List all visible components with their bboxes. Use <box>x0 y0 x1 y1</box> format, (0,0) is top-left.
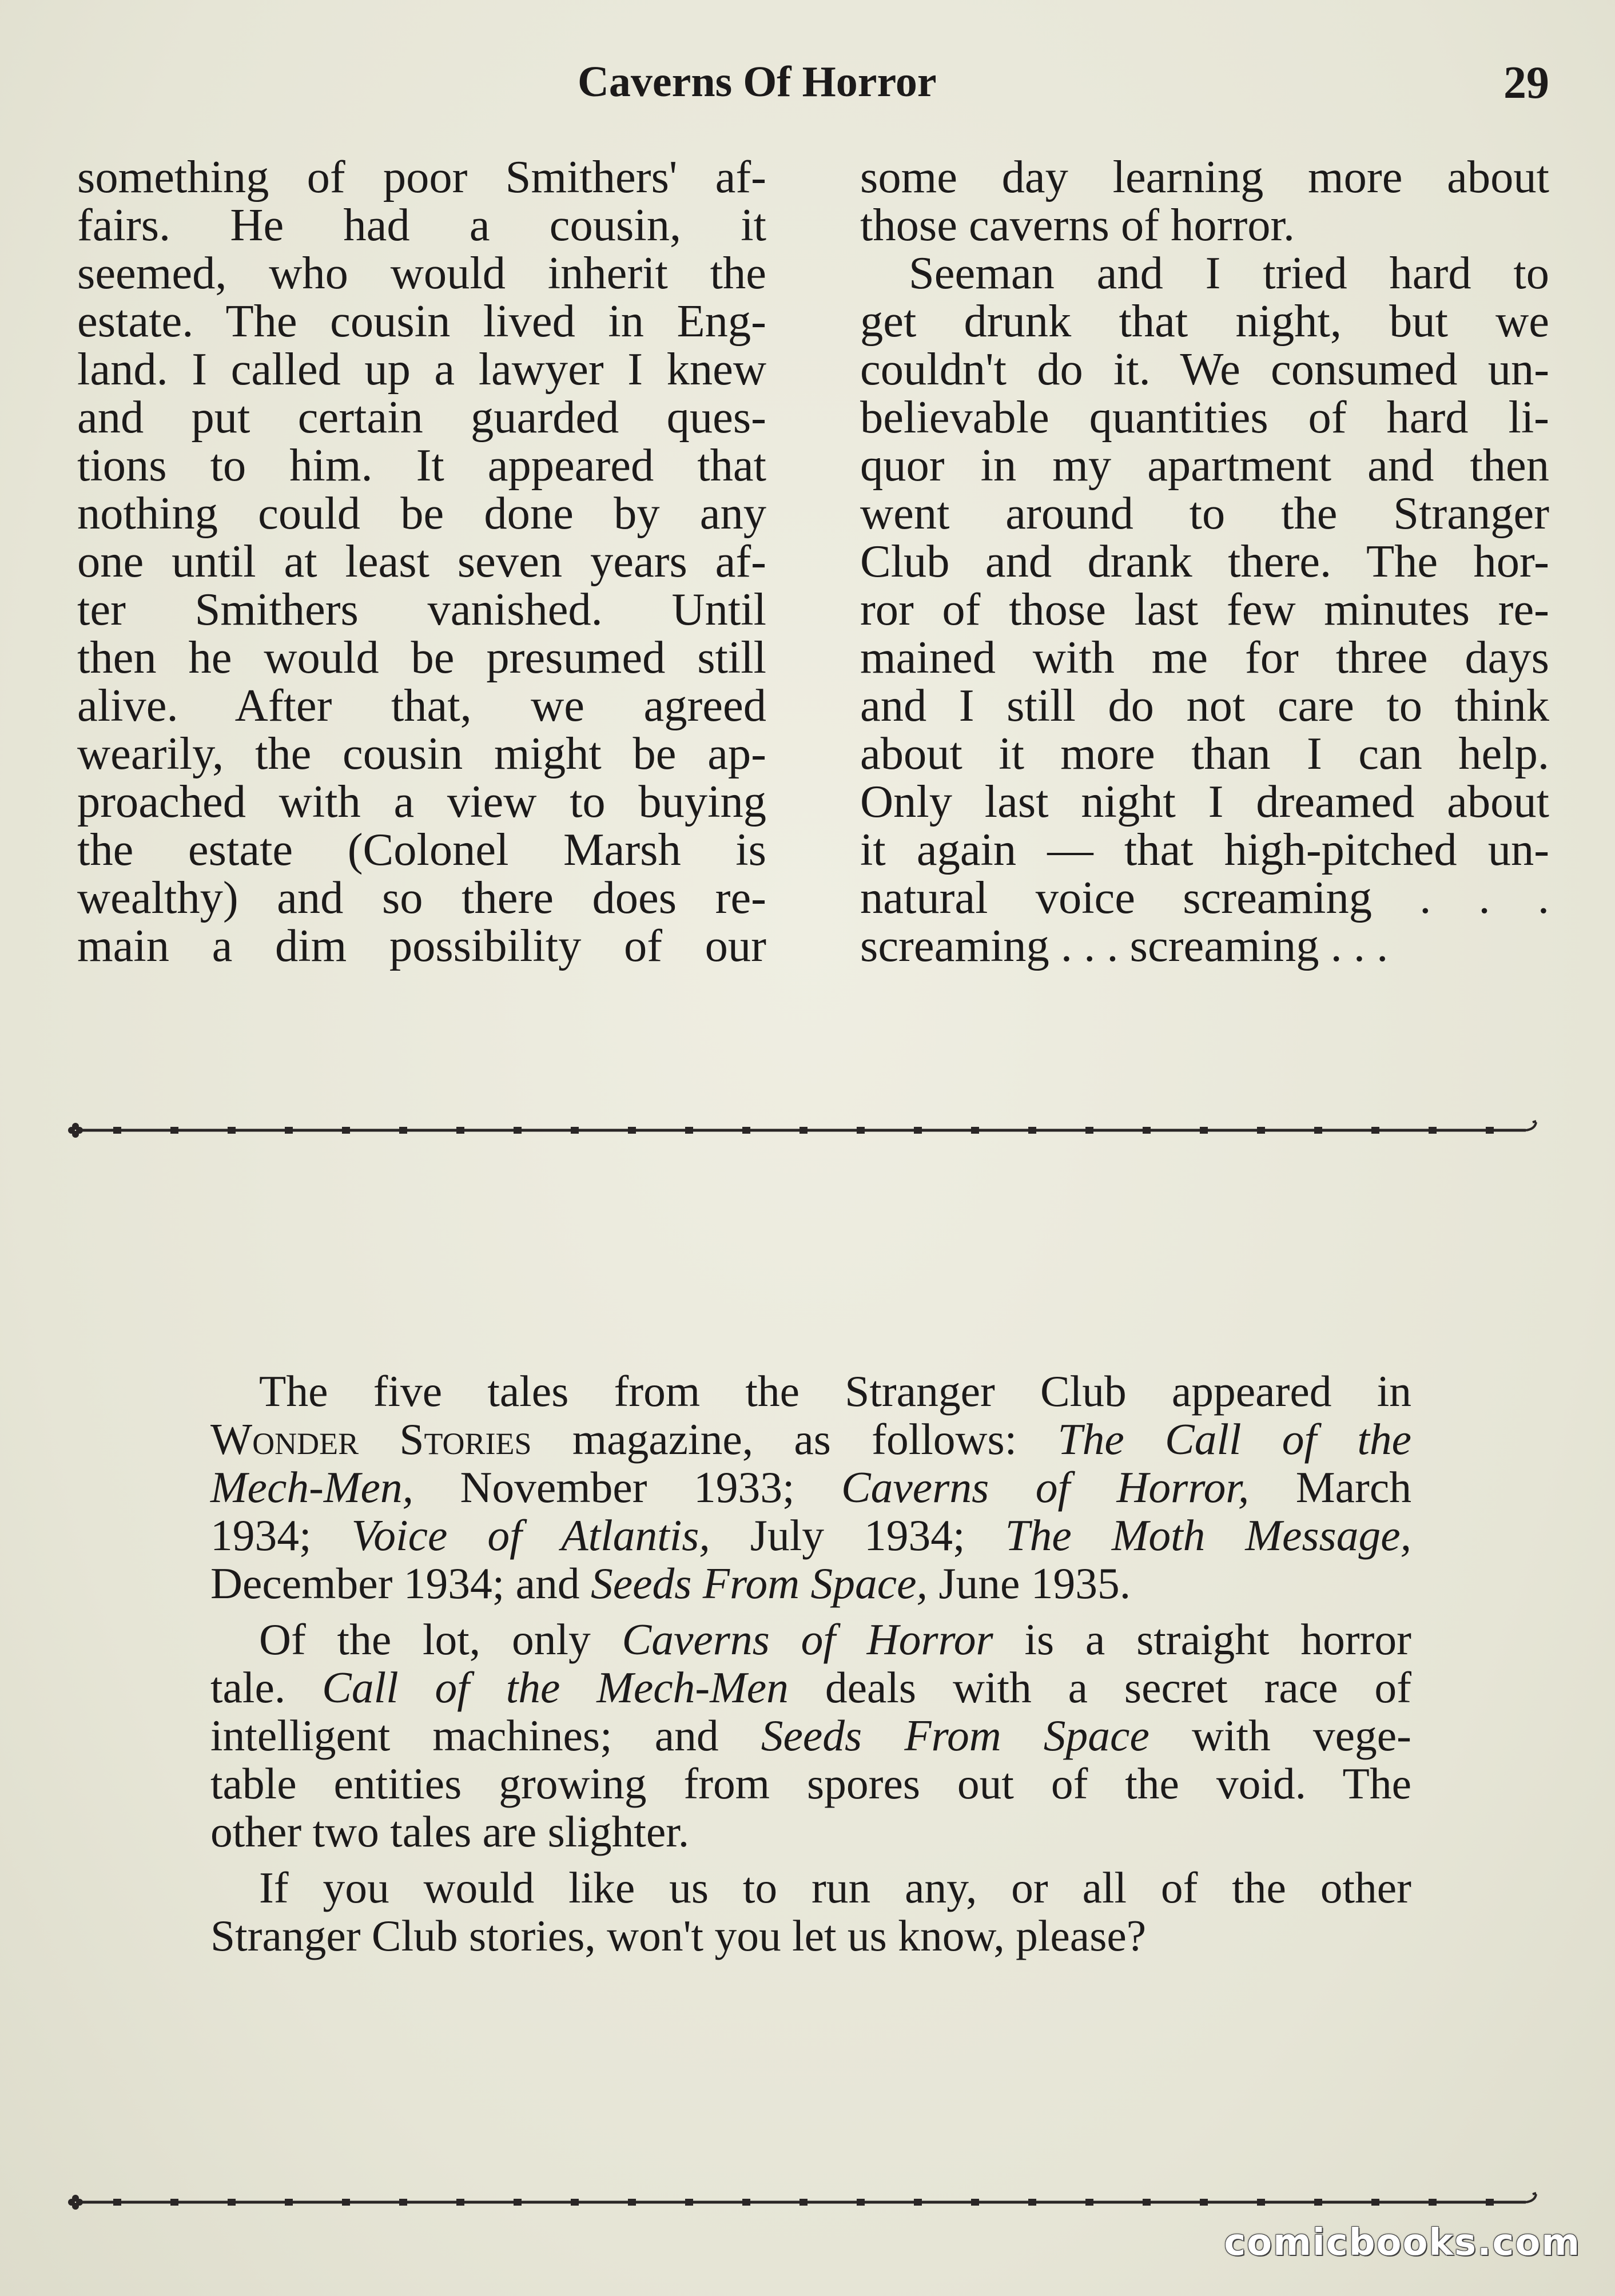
story-line: main a dim possibility of our <box>77 920 766 971</box>
afterword-text: June 1935. <box>927 1559 1131 1608</box>
story-line: tions to him. It appeared that <box>77 440 766 491</box>
story-line: proached with a view to buying <box>77 776 766 827</box>
afterword-text: tale. <box>210 1663 323 1712</box>
afterword-text: March <box>1249 1463 1412 1512</box>
afterword-line <box>210 1511 1411 1559</box>
page-number: 29 <box>1503 58 1549 108</box>
story-title: Call of the Mech-Men <box>322 1663 789 1712</box>
afterword-text: deals with a secret race of <box>788 1663 1411 1712</box>
story-line: and put certain guarded ques- <box>77 392 766 443</box>
story-line: natural voice screaming . . . <box>860 872 1549 923</box>
afterword-text: is a straight horror <box>993 1615 1411 1664</box>
ornamental-rule <box>67 2192 1543 2212</box>
afterword-line <box>210 1615 1411 1663</box>
story-line: one until at least seven years af- <box>77 536 766 587</box>
story-line: it again — that high-pitched un- <box>860 824 1549 875</box>
story-title: Seeds From Space, <box>590 1559 928 1608</box>
afterword-text: intelligent machines; and <box>210 1711 761 1760</box>
story-line: those caverns of horror. <box>860 200 1295 251</box>
story-line: land. I called up a lawyer I knew <box>77 344 766 395</box>
story-line: Club and drank there. The hor- <box>860 536 1549 587</box>
story-line: then he would be presumed still <box>77 632 766 683</box>
story-line: couldn't do it. We consumed un- <box>860 344 1549 395</box>
story-line: some day learning more about <box>860 152 1549 202</box>
story-line: the estate (Colonel Marsh is <box>77 824 766 875</box>
story-line: estate. The cousin lived in Eng- <box>77 296 766 347</box>
story-title: The Moth Message, <box>1005 1511 1411 1560</box>
story-line: Seeman and I tried hard to <box>909 248 1549 299</box>
story-line: ror of those last few minutes re- <box>860 584 1549 635</box>
afterword-text: November 1933; <box>413 1463 841 1512</box>
afterword-line: The five tales from the Stranger Club appeared in <box>259 1367 1411 1416</box>
afterword-line <box>210 1415 1411 1463</box>
story-line: mained with me for three days <box>860 632 1549 683</box>
story-line: wearily, the cousin might be ap- <box>77 728 766 779</box>
story-line: and I still do not care to think <box>860 680 1549 731</box>
story-line: alive. After that, we agreed <box>77 680 766 731</box>
story-title: Voice of Atlantis, <box>351 1511 710 1560</box>
afterword-line: other two tales are slighter. <box>210 1807 690 1856</box>
story-title: Caverns of Horror, <box>841 1463 1250 1512</box>
story-title: Seeds From Space <box>761 1711 1149 1760</box>
afterword-text: July 1934; <box>710 1511 1005 1560</box>
story-line: about it more than I can help. <box>860 728 1549 779</box>
story-line: screaming . . . screaming . . . <box>860 920 1389 971</box>
afterword-line: table entities growing from spores out of the void. The <box>210 1759 1411 1808</box>
story-line: fairs. He had a cousin, it <box>77 200 766 251</box>
story-line: Only last night I dreamed about <box>860 776 1549 827</box>
story-line: something of poor Smithers' af- <box>77 152 766 202</box>
afterword-text: Of the lot, only <box>259 1615 622 1664</box>
story-line: quor in my apartment and then <box>860 440 1549 491</box>
story-line: seemed, who would inherit the <box>77 248 766 299</box>
afterword-line <box>210 1663 1411 1711</box>
story-line: get drunk that night, but we <box>860 296 1549 347</box>
afterword-line <box>210 1711 1411 1759</box>
site-watermark: comicbooks.com <box>1224 2222 1581 2264</box>
ornamental-rule <box>67 1120 1543 1141</box>
afterword-text: 1934; <box>210 1511 352 1560</box>
afterword-line <box>210 1559 1411 1607</box>
afterword-line: If you would like us to run any, or all of the other <box>259 1863 1411 1912</box>
story-left-column <box>77 153 766 970</box>
afterword-text: with vege- <box>1149 1711 1411 1760</box>
magazine-title: Wonder Stories <box>210 1415 532 1464</box>
story-line: believable quantities of hard li- <box>860 392 1549 443</box>
story-right-column <box>860 153 1549 970</box>
story-title: Caverns of Horror <box>622 1615 993 1664</box>
running-head: Caverns Of Horror <box>578 58 937 106</box>
story-line: ter Smithers vanished. Until <box>77 584 766 635</box>
story-title: The Call of the <box>1057 1415 1411 1464</box>
afterword-line: Stranger Club stories, won't you let us know, please? <box>210 1911 1147 1960</box>
story-line: nothing could be done by any <box>77 488 766 539</box>
afterword-line <box>210 1463 1411 1511</box>
story-line: went around to the Stranger <box>860 488 1549 539</box>
story-line: wealthy) and so there does re- <box>77 872 766 923</box>
afterword <box>210 1367 1411 1960</box>
afterword-text: December 1934; and <box>210 1559 591 1608</box>
story-title: Mech-Men, <box>210 1463 413 1512</box>
afterword-text: magazine, as follows: <box>531 1415 1058 1464</box>
